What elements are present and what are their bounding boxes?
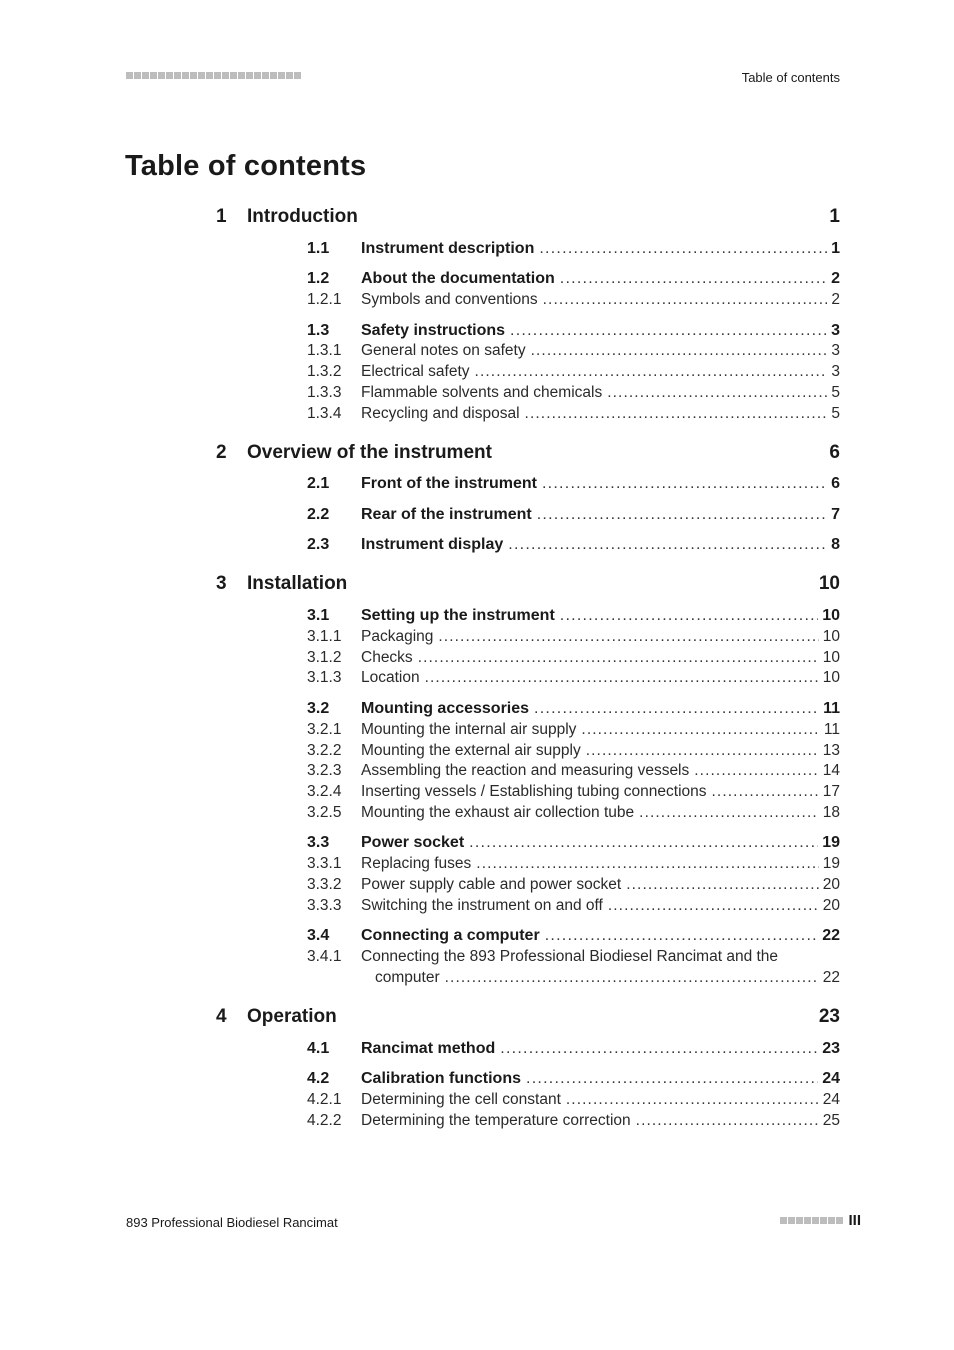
toc-leader-dots (626, 876, 819, 894)
toc-title: Overview of the instrument (247, 442, 492, 463)
toc-entry-sub[interactable] (216, 762, 840, 780)
toc-title: Packaging (361, 628, 434, 645)
toc-number: 1 (216, 206, 227, 227)
toc-entry-section[interactable] (216, 506, 840, 524)
toc-page-number: 10 (822, 649, 840, 666)
toc-leader-dots (531, 342, 828, 360)
toc-number: 3 (216, 573, 227, 594)
toc-page-number: 23 (822, 1040, 840, 1057)
toc-page-number: 24 (822, 1091, 840, 1108)
toc-title: Replacing fuses (361, 855, 472, 872)
toc-title: Inserting vessels / Establishing tubing connections (361, 783, 707, 800)
toc-number: 2.1 (307, 475, 330, 492)
toc-leader-dots (712, 783, 819, 801)
toc-title: Location (361, 669, 420, 686)
toc-page-number: 25 (822, 1112, 840, 1129)
toc-page-number: 10 (818, 573, 840, 594)
toc-number: 1.2.1 (307, 291, 342, 308)
toc-title: Instrument display (361, 536, 504, 553)
toc-title: Introduction (247, 206, 358, 227)
toc-page-number: 11 (823, 700, 840, 717)
toc-title: Installation (247, 573, 348, 594)
toc-page-number: 1 (829, 206, 840, 227)
toc-leader-dots (445, 969, 819, 987)
toc-title: Assembling the reaction and measuring vessels (361, 762, 690, 779)
toc-leader-dots (539, 240, 827, 258)
toc-entry-section[interactable] (216, 1070, 840, 1088)
toc-number: 2 (216, 442, 227, 463)
toc-page-number: 24 (822, 1070, 840, 1087)
toc-page-number: 6 (829, 442, 840, 463)
toc-entry-sub[interactable] (216, 291, 840, 309)
toc-entry-section[interactable] (216, 475, 840, 493)
toc-number: 3.2.4 (307, 783, 342, 800)
toc-leader-dots (469, 834, 818, 852)
toc-page-number: 18 (822, 804, 840, 821)
toc-entry-sub[interactable] (216, 669, 840, 687)
toc-title: Recycling and disposal (361, 405, 520, 422)
toc-number: 3.1.2 (307, 649, 342, 666)
toc-leader-dots (537, 506, 827, 524)
page-title: Table of contents (125, 150, 367, 182)
toc-leader-dots (425, 669, 819, 687)
toc-title: Instrument description (361, 240, 535, 257)
toc-page-number: 5 (831, 384, 840, 401)
toc-number: 1.3 (307, 322, 330, 339)
toc-page-number: 2 (831, 291, 840, 308)
toc-title: Mounting the exhaust air collection tube (361, 804, 635, 821)
toc-leader-dots (534, 700, 819, 718)
toc-page-number: 22 (822, 969, 840, 986)
toc-title: Calibration functions (361, 1070, 521, 1087)
toc-title: Safety instructions (361, 322, 506, 339)
toc-entry-sub[interactable] (216, 876, 840, 894)
toc-entry-sub[interactable] (216, 363, 840, 381)
toc-number: 3.3 (307, 834, 330, 851)
toc-entry-section[interactable] (216, 270, 840, 288)
toc-entry-chapter[interactable] (216, 1006, 840, 1028)
toc-page-number: 10 (822, 607, 840, 624)
toc-leader-dots (543, 291, 828, 309)
toc-number: 1.2 (307, 270, 330, 287)
toc-leader-dots (560, 607, 818, 625)
toc-number: 1.1 (307, 240, 330, 257)
toc-number: 1.3.4 (307, 405, 342, 422)
toc-entry-section[interactable] (216, 834, 840, 852)
toc-number: 3.1.1 (307, 628, 342, 645)
toc-entry-sub[interactable] (216, 897, 840, 915)
toc-leader-dots (545, 927, 819, 945)
toc-title: Determining the cell constant (361, 1091, 561, 1108)
toc-page-number: 17 (822, 783, 840, 800)
toc-title: Determining the temperature correction (361, 1112, 631, 1129)
toc-leader-dots (607, 384, 827, 402)
toc-title: Symbols and conventions (361, 291, 538, 308)
toc-leader-dots (560, 270, 827, 288)
toc-title: Rancimat method (361, 1040, 496, 1057)
toc-page-number: 3 (831, 363, 840, 380)
toc-page-number: 10 (822, 669, 840, 686)
toc-page-number: 5 (831, 405, 840, 422)
toc-number: 3.3.2 (307, 876, 342, 893)
toc-title: Power supply cable and power socket (361, 876, 622, 893)
toc-number: 3.4 (307, 927, 330, 944)
toc-leader-dots (438, 628, 818, 646)
toc-number: 3.1 (307, 607, 330, 624)
toc-page-number: 11 (823, 721, 840, 738)
toc-page-number: 1 (831, 240, 840, 257)
toc-entry-section[interactable] (216, 607, 840, 625)
toc-page-number: 8 (831, 536, 840, 553)
toc-entry-sub[interactable] (216, 649, 840, 667)
toc-number: 4.2.2 (307, 1112, 342, 1129)
toc-entry-chapter[interactable] (216, 206, 840, 228)
toc-entry-sub[interactable] (216, 405, 840, 423)
toc-page-number: 23 (818, 1006, 840, 1027)
toc-number: 2.3 (307, 536, 330, 553)
toc-title: Electrical safety (361, 363, 470, 380)
toc-entry-sub[interactable] (216, 948, 840, 966)
toc-number: 2.2 (307, 506, 330, 523)
toc-page-number: 3 (831, 342, 840, 359)
toc-page-number: 22 (822, 927, 840, 944)
toc-entry-continuation[interactable] (375, 969, 840, 987)
toc-leader-dots (636, 1112, 819, 1130)
header-decoration (126, 72, 301, 79)
toc-entry-sub[interactable] (216, 804, 840, 822)
toc-number: 3.1.3 (307, 669, 342, 686)
toc-title: Checks (361, 649, 413, 666)
toc-leader-dots (542, 475, 827, 493)
toc-entry-sub[interactable] (216, 783, 840, 801)
toc-title: Operation (247, 1006, 337, 1027)
toc-entry-section[interactable] (216, 240, 840, 258)
toc-entry-section[interactable] (216, 1040, 840, 1058)
toc-entry-sub[interactable] (216, 1091, 840, 1109)
toc-entry-sub[interactable] (216, 384, 840, 402)
toc-page-number: 3 (831, 322, 840, 339)
toc-entry-sub[interactable] (216, 628, 840, 646)
toc-leader-dots (581, 721, 820, 739)
toc-entry-chapter[interactable] (216, 442, 840, 464)
toc-leader-dots (476, 855, 818, 873)
toc-number: 3.3.3 (307, 897, 342, 914)
toc-number: 3.3.1 (307, 855, 342, 872)
toc-number: 4.2.1 (307, 1091, 342, 1108)
toc-entry-sub[interactable] (216, 1112, 840, 1130)
toc-leader-dots (566, 1091, 819, 1109)
toc-number: 1.3.1 (307, 342, 342, 359)
toc-entry-sub[interactable] (216, 342, 840, 360)
toc-title: Power socket (361, 834, 465, 851)
toc-title-continuation: computer (375, 969, 440, 986)
toc-entry-sub[interactable] (216, 742, 840, 760)
toc-title: Rear of the instrument (361, 506, 532, 523)
toc-number: 3.2.1 (307, 721, 342, 738)
toc-entry-section[interactable] (216, 700, 840, 718)
toc-title: Mounting the internal air supply (361, 721, 577, 738)
toc-entry-sub[interactable] (216, 721, 840, 739)
toc-title: Connecting the 893 Professional Biodiesel Rancimat and the (361, 948, 779, 965)
toc-number: 1.3.3 (307, 384, 342, 401)
page-number: III (848, 1212, 861, 1229)
toc-leader-dots (639, 804, 819, 822)
footer-page-marker (780, 1212, 861, 1229)
toc-page-number: 10 (822, 628, 840, 645)
toc-page-number: 19 (822, 834, 840, 851)
toc-title: Mounting accessories (361, 700, 530, 717)
toc-number: 3.2.3 (307, 762, 342, 779)
toc-number: 4 (216, 1006, 227, 1027)
toc-leader-dots (418, 649, 819, 667)
toc-entry-section[interactable] (216, 322, 840, 340)
toc-leader-dots (586, 742, 819, 760)
toc-entry-sub[interactable] (216, 855, 840, 873)
toc-number: 3.2.5 (307, 804, 342, 821)
toc-entry-chapter[interactable] (216, 573, 840, 595)
toc-leader-dots (508, 536, 827, 554)
toc-leader-dots (694, 762, 818, 780)
toc-leader-dots (475, 363, 828, 381)
toc-page-number: 14 (822, 762, 840, 779)
toc-page-number: 20 (822, 897, 840, 914)
toc-number: 4.1 (307, 1040, 330, 1057)
toc-title: Setting up the instrument (361, 607, 555, 624)
toc-page-number: 13 (822, 742, 840, 759)
toc-number: 3.2 (307, 700, 330, 717)
toc-page-number: 6 (831, 475, 840, 492)
toc-title: Mounting the external air supply (361, 742, 581, 759)
toc-title: Connecting a computer (361, 927, 540, 944)
footer-product-name: 893 Professional Biodiesel Rancimat (126, 1215, 338, 1230)
toc-number: 3.4.1 (307, 948, 342, 965)
toc-leader-dots (608, 897, 819, 915)
toc-title: General notes on safety (361, 342, 526, 359)
toc-leader-dots (526, 1070, 818, 1088)
toc-title: Front of the instrument (361, 475, 537, 492)
toc-page-number: 2 (831, 270, 840, 287)
toc-page-number: 20 (822, 876, 840, 893)
footer-decoration (780, 1217, 843, 1224)
toc-leader-dots (500, 1040, 818, 1058)
toc-page-number: 7 (831, 506, 840, 523)
toc-title: Switching the instrument on and off (361, 897, 603, 914)
toc-page-number: 19 (822, 855, 840, 872)
running-header: Table of contents (741, 70, 840, 85)
toc-entry-section[interactable] (216, 927, 840, 945)
toc-leader-dots (510, 322, 827, 340)
toc-number: 1.3.2 (307, 363, 342, 380)
toc-number: 3.2.2 (307, 742, 342, 759)
toc-number: 4.2 (307, 1070, 330, 1087)
toc-leader-dots (525, 405, 828, 423)
toc-entry-section[interactable] (216, 536, 840, 554)
toc-title: Flammable solvents and chemicals (361, 384, 603, 401)
toc-title: About the documentation (361, 270, 555, 287)
